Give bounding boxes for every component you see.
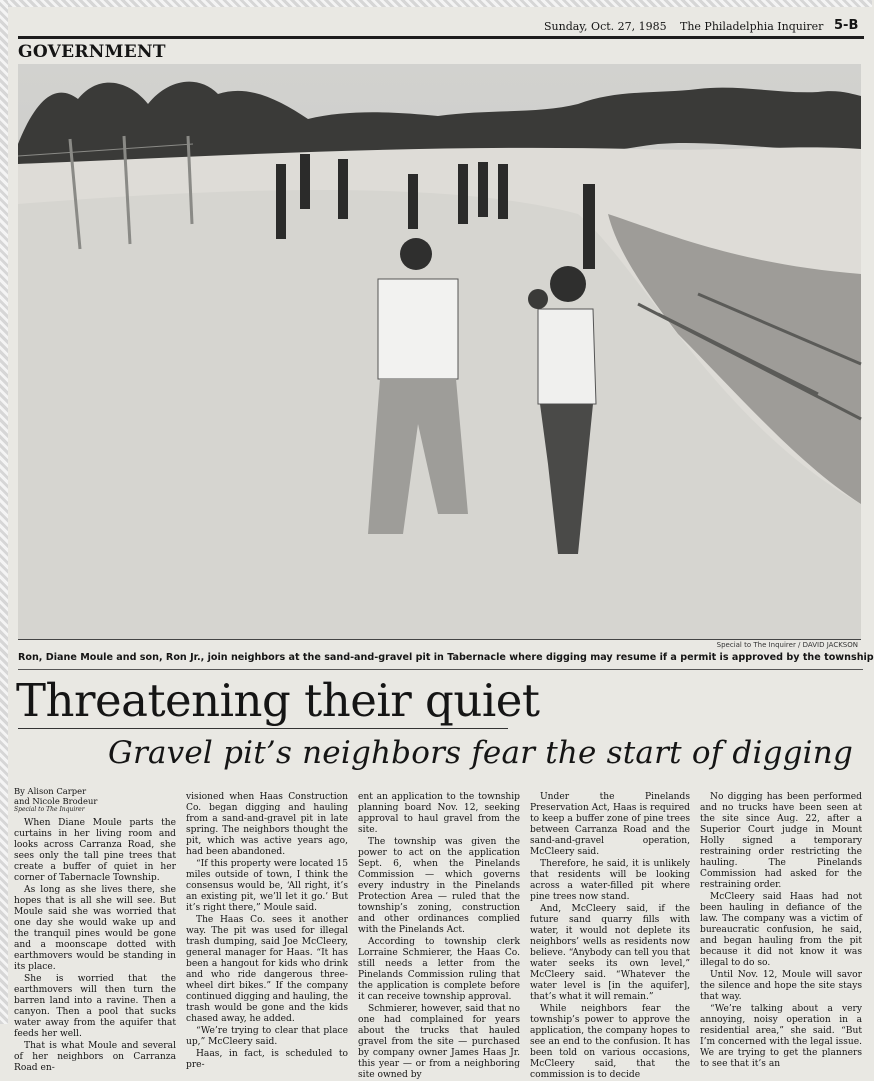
paragraph: Under the Pinelands Preservation Act, Haas is required to keep a buffer zone of pine trees between Carranza Road and the sand-and-gravel operation, McCleery said. bbox=[530, 792, 690, 857]
paragraph: She is worried that the earthmovers will then turn the barren land into a ravine. Then a canyon. Then a pool that sucks water away from the aquifer that feeds her well. bbox=[14, 974, 176, 1039]
paragraph: The Haas Co. sees it another way. The pit was used for illegal trash dumping, said Joe McCleery, general manager for Haas. “It has been a hangout for kids who drink and who ride dangerous three-wheel dirt bikes.” If the company continued digging and hauling, the trash would be gone and the kids chased away, he added. bbox=[186, 915, 348, 1024]
byline-note: Special to The Inquirer bbox=[14, 806, 85, 813]
paragraph: As long as she lives there, she hopes that is all she will see. But Moule said she was worried that one day she would wake up and the tranquil pines would be gone and a moonscape dotted with earthmovers would be standing in its place. bbox=[14, 885, 176, 972]
article-column-5 bbox=[700, 792, 862, 1069]
scan-edge-top bbox=[0, 0, 872, 7]
paragraph: Therefore, he said, it is unlikely that residents will be looking across a water-filled pit where pine trees now stand. bbox=[530, 859, 690, 902]
paragraph: No digging has been performed and no trucks have been seen at the site since Aug. 22, after a Superior Court judge in Mount Holly signed a temporary restraining order restricting the hauling. The Pinelands Commission had asked for the restraining order. bbox=[700, 792, 862, 890]
paragraph: And, McCleery said, if the future sand quarry fills with water, it would not deplete its neighbors’ wells as residents now believe. “Anybody can tell you that water seeks its own level,” McCleery said. “Whatever the water level is [in the aquifer], that’s what it will remain.” bbox=[530, 904, 690, 1002]
article-column-4 bbox=[530, 792, 690, 1080]
paragraph: That is what Moule and several of her neighbors on Carranza Road en- bbox=[14, 1041, 176, 1073]
caption-rule bbox=[18, 669, 863, 670]
paragraph: While neighbors fear the township’s power to approve the application, the company hopes to see an end to the confusion. It has been told on various occasions, McCleery said, that the commission is to decide bbox=[530, 1004, 690, 1080]
section-label: GOVERNMENT bbox=[18, 42, 166, 62]
paragraph: Until Nov. 12, Moule will savor the silence and hope the site stays that way. bbox=[700, 970, 862, 1002]
headline-rule bbox=[18, 728, 508, 729]
byline-author-1: By Alison Carper bbox=[14, 786, 87, 796]
paragraph: According to township clerk Lorraine Schmierer, the Haas Co. still needs a letter from the Pinelands Commission ruling that the application is complete before it can receive township approval. bbox=[358, 937, 520, 1002]
paragraph: ent an application to the township planning board Nov. 12, seeking approval to haul gravel from the site. bbox=[358, 792, 520, 835]
byline-author-2: and Nicole Brodeur bbox=[14, 796, 98, 806]
news-photograph bbox=[18, 64, 861, 640]
masthead-page-number: 5-B bbox=[834, 18, 859, 33]
paragraph: visioned when Haas Construction Co. began digging and hauling from a sand-and-gravel pit in late spring. The neighbors thought the pit, which was active years ago, had been abandoned. bbox=[186, 792, 348, 857]
paragraph: Schmierer, however, said that no one had complained for years about the trucks that hauled gravel from the site — purchased by company owner James Haas Jr. this year — or from a neighboring site owned by bbox=[358, 1004, 520, 1080]
masthead-rule bbox=[18, 36, 864, 39]
paragraph: When Diane Moule parts the curtains in her living room and looks across Carranza Road, she sees only the tall pine trees that create a buffer of quiet in her corner of Tabernacle Township. bbox=[14, 818, 176, 883]
paragraph: “If this property were located 15 miles outside of town, I think the consensus would be, ‘All right, it’s an existing pit, we’ll let it go.’ But it’s right there,” Moule said. bbox=[186, 859, 348, 913]
photo-scene bbox=[18, 64, 861, 639]
article-column-1 bbox=[14, 786, 176, 1073]
article-column-3 bbox=[358, 792, 520, 1080]
masthead-date: Sunday, Oct. 27, 1985 bbox=[544, 20, 667, 33]
subheadline: Gravel pit’s neighbors fear the start of digging bbox=[108, 735, 853, 771]
paragraph: “We’re trying to clear that place up,” McCleery said. bbox=[186, 1026, 348, 1047]
headline: Threatening their quiet bbox=[16, 674, 540, 727]
masthead-paper-name: The Philadelphia Inquirer bbox=[680, 20, 824, 33]
photo-caption: Ron, Diane Moule and son, Ron Jr., join neighbors at the sand-and-gravel pit in Tabernacle where digging may resume if a permit is approved by the township bbox=[18, 652, 874, 663]
paragraph: McCleery said Haas had not been hauling in defiance of the law. The company was a victim of bureaucratic confusion, he said, and began hauling from the pit because it did not know it was illegal to do so. bbox=[700, 892, 862, 968]
article-column-2 bbox=[186, 792, 348, 1070]
scan-edge-left bbox=[0, 0, 8, 1024]
photo-credit: Special to The Inquirer / DAVID JACKSON bbox=[716, 641, 858, 649]
paragraph: Haas, in fact, is scheduled to pre- bbox=[186, 1049, 348, 1070]
paragraph: The township was given the power to act on the application Sept. 6, when the Pinelands Commission — which governs every industry in the Pinelands Protection Area — ruled that the township’s zoning, construction and other ordinances complied with the Pinelands Act. bbox=[358, 837, 520, 935]
paragraph: “We’re talking about a very annoying, noisy operation in a residential area,” she said. “But I’m concerned with the legal issue. We are trying to get the planners to see that it’s an bbox=[700, 1004, 862, 1069]
